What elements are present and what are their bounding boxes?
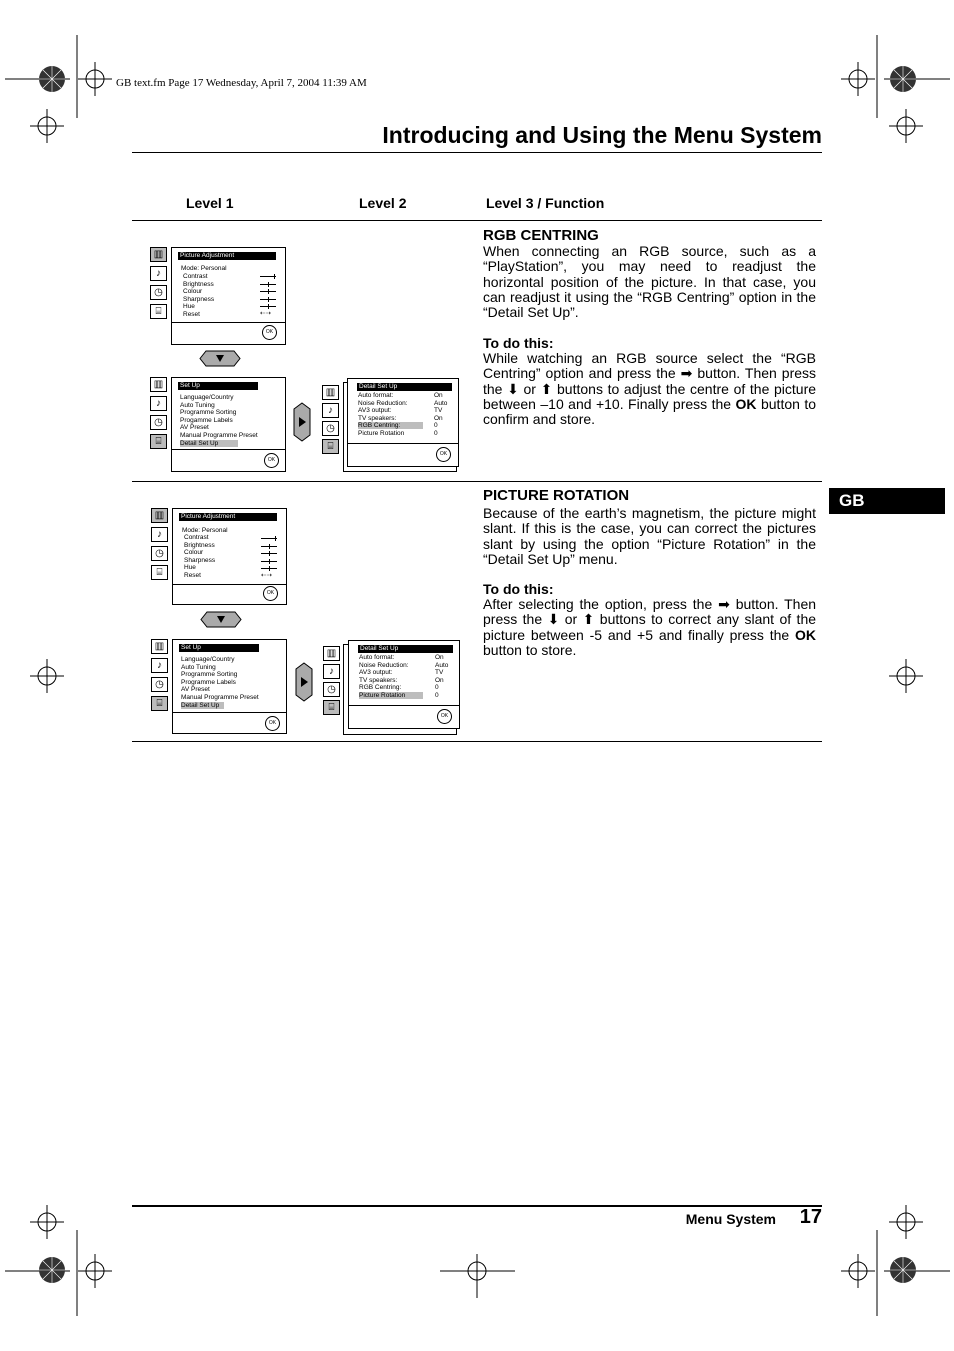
down-arrow-icon: ⬇ (547, 611, 560, 628)
setup-icon: ⌸ (151, 696, 168, 711)
sound-icon: ♪ (150, 266, 167, 281)
up-arrow-icon: ⬆ (582, 611, 595, 628)
menu-item: Brightness (184, 541, 215, 549)
ok-button: OK (264, 453, 279, 468)
rgb-centring-title: RGB CENTRING (483, 227, 599, 244)
down-navigation-icon (199, 611, 243, 628)
menu-item: Programme Sorting (181, 671, 238, 679)
picture-icon: ▥ (150, 247, 167, 262)
rotation-todo-2: button. Then press the (483, 596, 817, 628)
rgb-todo-1: While watching an RGB source select the “RGB Centring” option and press the (483, 350, 816, 382)
picture-icon: ▥ (151, 639, 168, 654)
detail-setup-menu (347, 378, 459, 467)
menu-item: Manual Programme Preset (181, 693, 259, 701)
sharpness-slider (260, 299, 276, 300)
menu-item: Reset (184, 571, 201, 579)
timer-icon: ◷ (150, 285, 167, 300)
ok-button: OK (265, 716, 280, 731)
sharpness-slider (261, 561, 277, 562)
rgb-todo-text (483, 351, 816, 427)
down-navigation-icon (198, 350, 242, 367)
right-arrow-icon: ➡ (718, 596, 730, 612)
column-level3: Level 3 / Function (486, 195, 605, 211)
ok-button: OK (437, 709, 452, 724)
rgb-todo-title: To do this: (483, 335, 554, 351)
menu-item-list (180, 394, 258, 447)
right-arrow-icon: ➡ (680, 365, 693, 382)
rotation-todo-3: or (564, 611, 578, 628)
picture-icon: ▥ (322, 385, 339, 400)
rgb-todo-3: or (523, 380, 536, 397)
menu-item: AV Preset (181, 686, 210, 694)
footer-section: Menu System (685, 1211, 776, 1227)
contrast-slider (261, 538, 277, 539)
sound-icon: ♪ (323, 664, 340, 679)
picture-adjustment-menu (171, 247, 286, 345)
menu-header: Set Up (179, 644, 259, 652)
setup-icon: ⌸ (150, 434, 167, 449)
menu-item: Contrast (184, 534, 209, 541)
rotation-todo-5: button to store. (483, 641, 577, 658)
header-rule (132, 220, 822, 221)
ok-button: OK (262, 325, 277, 340)
page-title: Introducing and Using the Menu System (382, 122, 822, 148)
setup-menu (171, 377, 286, 472)
rotation-todo-title: To do this: (483, 581, 554, 597)
rgb-todo-5: button to confirm and store. (483, 395, 817, 428)
menu-item: Auto Tuning (181, 663, 216, 671)
menu-item-list (181, 656, 259, 709)
menu-header: Detail Set Up (357, 383, 452, 391)
rgb-centring-intro: When connecting an RGB source, such as a “PlayStation”, you may need to readjust the horizontal position of the picture. In that case, you can readjust it using the “RGB Centring” option in the “Detail Set Up”. (483, 243, 816, 321)
reset-icon: ⇠⇢ (261, 572, 272, 579)
column-level1: Level 1 (186, 195, 234, 211)
menu-item: Colour (183, 288, 203, 296)
menu-item-selected: Detail Set Up (181, 702, 259, 710)
menu-mode: Mode: Personal (182, 527, 228, 534)
menu-header: Set Up (178, 382, 258, 390)
menu-item: Manual Programme Preset (180, 431, 258, 439)
detail-labels: Auto format: Noise Reduction: AV3 output: TV speakers: RGB Centring: Picture Rotation (359, 654, 423, 700)
rotation-todo-4: buttons to correct any slant of the picture between -5 and +5 and finally press the (483, 611, 817, 643)
file-info: GB text.fm Page 17 Wednesday, April 7, 2004 11:39 AM (116, 77, 367, 89)
title-rule (132, 152, 822, 153)
detail-values: On Auto TV On 0 0 (435, 654, 449, 699)
timer-icon: ◷ (322, 421, 339, 436)
timer-icon: ◷ (150, 415, 167, 430)
menu-item: Sharpness (184, 556, 216, 564)
page-number: 17 (799, 1206, 822, 1228)
timer-icon: ◷ (151, 677, 168, 692)
hue-slider (260, 306, 276, 307)
section-rule (132, 481, 822, 482)
detail-setup-menu (348, 640, 460, 729)
picture-icon: ▥ (151, 508, 168, 523)
menu-item: Colour (184, 549, 204, 557)
timer-icon: ◷ (323, 682, 340, 697)
menu-item: Contrast (183, 273, 208, 280)
detail-label-selected: RGB Centring: (358, 422, 423, 430)
menu-item: Hue (183, 303, 195, 311)
menu-header: Detail Set Up (358, 645, 453, 653)
colour-slider (260, 291, 276, 292)
menu-item: Auto Tuning (180, 401, 215, 409)
setup-icon: ⌸ (322, 439, 339, 454)
detail-values: On Auto TV On 0 0 (434, 392, 448, 437)
menu-item: Programme Labels (181, 678, 236, 686)
menu-mode: Mode: Personal (181, 265, 227, 272)
menu-item: Language/Country (180, 394, 234, 401)
menu-item-selected: Detail Set Up (180, 440, 258, 448)
menu-header: Picture Adjustment (179, 513, 277, 521)
ok-button: OK (263, 586, 278, 601)
setup-icon: ⌸ (150, 304, 167, 319)
column-level2: Level 2 (359, 195, 407, 211)
picture-rotation-intro: Because of the earth’s magnetism, the picture might slant. If this is the case, you can correct the pictures slant by using the option “Picture Rotation” in the “Detail Set Up” menu. (483, 505, 816, 567)
footer-rule (132, 1205, 822, 1207)
up-arrow-icon: ⬆ (540, 380, 553, 397)
right-navigation-icon (293, 402, 311, 442)
setup-menu (172, 639, 287, 734)
contrast-slider (260, 276, 276, 277)
rotation-todo-ok: OK (795, 626, 816, 643)
rotation-todo-text (483, 597, 816, 658)
reset-icon: ⇠⇢ (260, 310, 271, 317)
picture-rotation-title: PICTURE ROTATION (483, 487, 630, 504)
menu-item: Programme Sorting (180, 409, 237, 417)
menu-item: Hue (184, 564, 196, 572)
rgb-todo-ok: OK (735, 395, 757, 412)
menu-item: Sharpness (183, 295, 215, 303)
brightness-slider (261, 546, 277, 547)
sound-icon: ♪ (322, 403, 339, 418)
sound-icon: ♪ (150, 396, 167, 411)
language-tab: GB (829, 488, 945, 514)
brightness-slider (260, 284, 276, 285)
setup-icon: ⌸ (323, 700, 340, 715)
colour-slider (261, 553, 277, 554)
menu-header: Picture Adjustment (178, 252, 276, 260)
hue-slider (261, 568, 277, 569)
picture-icon: ▥ (150, 377, 167, 392)
rgb-todo-4: buttons to adjust the centre of the picture between –10 and +10. Finally press the (483, 380, 817, 412)
menu-item: AV Preset (180, 424, 209, 432)
menu-item: Language/Country (181, 656, 235, 663)
right-navigation-icon (295, 662, 313, 702)
picture-adjustment-menu (172, 508, 287, 605)
ok-button: OK (436, 447, 451, 462)
down-arrow-icon: ⬇ (507, 380, 519, 397)
timer-icon: ◷ (151, 546, 168, 561)
rotation-todo-1: After selecting the option, press the (483, 596, 713, 612)
detail-label-selected: Picture Rotation (359, 692, 423, 700)
menu-item-list (183, 273, 214, 319)
setup-icon: ⌸ (151, 565, 168, 580)
menu-item: Reset (183, 310, 200, 318)
picture-icon: ▥ (323, 646, 340, 661)
sound-icon: ♪ (151, 527, 168, 542)
menu-item: Brightness (183, 280, 214, 288)
menu-item-list (184, 534, 215, 580)
sound-icon: ♪ (151, 658, 168, 673)
rgb-todo-2: button. Then press the (483, 365, 817, 397)
menu-item: Progamme Labels (180, 416, 233, 424)
detail-labels: Auto format: Noise Reduction: AV3 output: TV speakers: RGB Centring: Picture Rotation (358, 392, 423, 438)
section-end-rule (132, 741, 822, 742)
